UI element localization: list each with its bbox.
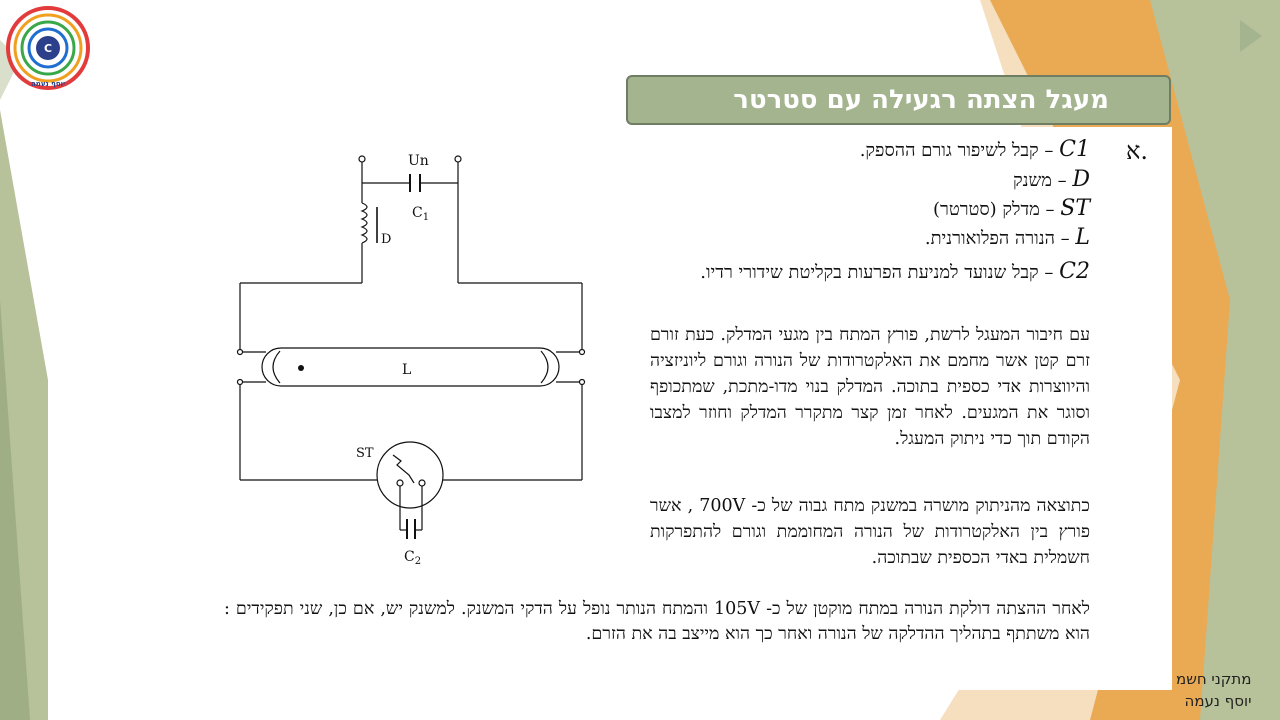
footer xyxy=(1176,668,1251,712)
terminal-left xyxy=(359,156,365,162)
slide-title: מעגל הצתה רגעילה עם סטרטר xyxy=(626,75,1171,125)
definition-symbol: ST xyxy=(1060,196,1090,221)
definition-st xyxy=(933,196,1090,221)
terminal-right xyxy=(455,156,461,162)
label-c1: $C_1$ xyxy=(412,205,430,223)
definition-symbol: C2 xyxy=(1059,259,1090,284)
label-c2: $C_2$ xyxy=(404,549,422,567)
label-d: D xyxy=(381,232,392,247)
label-l: L xyxy=(402,362,412,378)
svg-text:C: C xyxy=(43,42,53,55)
footer-course: מתקני חשמ xyxy=(1176,670,1252,688)
paragraph-3: לאחר ההצתה דולקת הנורה במתח מוקטן של כ- 105V והמתח הנותר נופל על הדקי המשנק. למשנק יש, אם כן, שני תפקידים : הוא משתתף בתהליך ההדלקה של הנורה ואחר כך הוא מייצב בה את הזרם. xyxy=(224,599,1090,644)
definition-text: – משנק xyxy=(1013,170,1067,191)
definition-symbol: L xyxy=(1075,225,1090,250)
footer-author: יוסף נעמה xyxy=(1184,692,1252,710)
definition-symbol: C1 xyxy=(1059,137,1090,162)
definition-text: – קבל לשיפור גורם ההספק. xyxy=(859,140,1054,161)
label-un: Un xyxy=(408,153,429,169)
label-st: ST xyxy=(356,446,374,461)
definition-text: – קבל שנועד למניעת הפרעות בקליטת שידורי רדיו. xyxy=(700,262,1054,283)
paragraph-1: עם חיבור המעגל לרשת, פורץ המתח בין מגעי המדלק. כעת זורם זרם קטן אשר מחמם את האלקטרודות של הנורה וגורם ליוניזציה והיווצרות אדי כספית בתוכה. המדלק בנוי מדו-מתכת, שמתכופף וסוגר את המגעים. לאחר זמן קצר מתקרר המדלק וחוזר למצבו הקודם תוך כדי ניתוק המעגל. xyxy=(650,325,1090,449)
paragraph-2: כתוצאה מהניתוק מושרה במשנק מתח גבוה של כ- 700V , אשר פורץ בין האלקטרודות של הנורה המחוממת וגורם להתפרקות חשמלית באדי הכספית שבתוכה. xyxy=(650,496,1090,568)
logo-name: יוסף נעמה xyxy=(30,80,66,88)
definition-d xyxy=(1013,167,1090,192)
section-marker: א. xyxy=(1126,137,1149,165)
definition-symbol: D xyxy=(1072,167,1090,192)
definition-l xyxy=(925,225,1090,250)
definition-c2 xyxy=(650,258,1090,287)
inductor-d xyxy=(362,203,367,243)
definition-text: – הנורה הפלואורנית. xyxy=(924,228,1070,249)
circuit-diagram xyxy=(230,145,600,575)
definition-text: – מדלק (סטרטר) xyxy=(932,199,1055,220)
starter-st xyxy=(377,442,443,508)
logo xyxy=(4,4,92,92)
definition-c1 xyxy=(860,137,1090,162)
